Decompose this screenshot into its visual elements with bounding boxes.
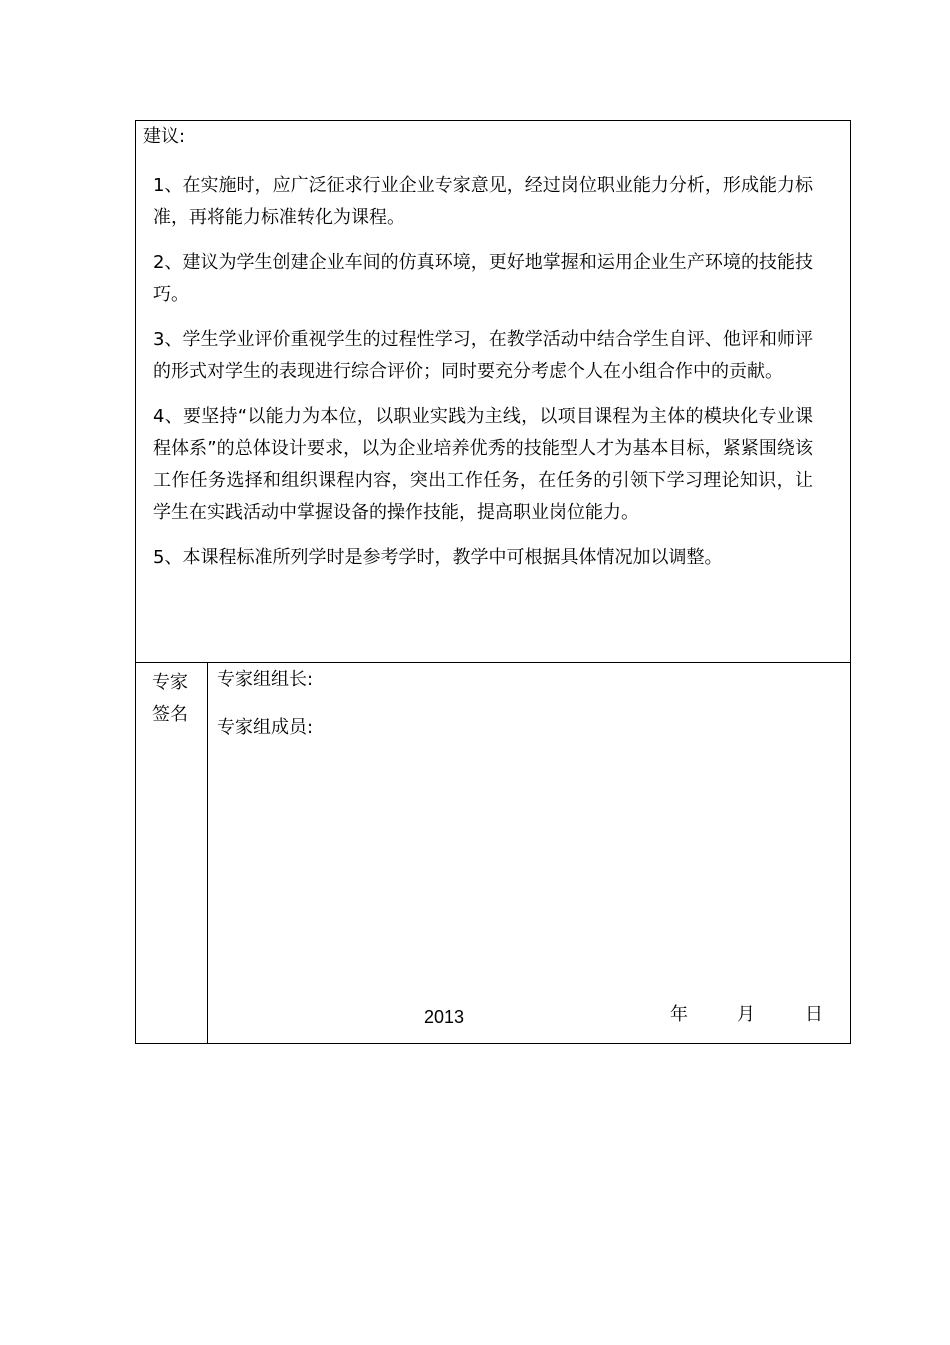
expert-review-table <box>135 120 851 1044</box>
date-month-unit: 月 <box>737 1004 755 1025</box>
signature-label-cell <box>136 663 208 1043</box>
date-year-unit: 年 <box>670 1004 688 1025</box>
suggestion-item: 5、本课程标准所列学时是参考学时，教学中可根据具体情况加以调整。 <box>153 547 723 568</box>
suggestion-item: 3、学生学业评价重视学生的过程性学习，在教学活动中结合学生自评、他评和师评的形式对学生的表现进行综合评价；同时要充分考虑个人在小组合作中的贡献。 <box>153 329 813 382</box>
leader-label: 专家组组长: <box>217 669 314 690</box>
date-day-unit: 日 <box>805 1004 823 1025</box>
suggestions-heading: 建议: <box>143 126 186 147</box>
suggestion-item: 4、要坚持“以能力为本位，以职业实践为主线，以项目课程为主体的模块化专业课程体系”的总体设计要求，以为企业培养优秀的技能型人才为基本目标，紧紧围绕该工作任务选择和组织课程内容，突出工作任务，在任务的引领下学习理论知识，让学生在实践活动中掌握设备的操作技能，提高职业岗位能力。 <box>153 406 813 523</box>
suggestions-list <box>153 170 813 587</box>
members-label: 专家组成员: <box>217 717 314 738</box>
signature-label: 专家签名 <box>152 672 188 725</box>
suggestion-item: 2、建议为学生创建企业车间的仿真环境，更好地掌握和运用企业生产环境的技能技巧。 <box>153 252 813 305</box>
date-year: 2013 <box>424 1007 465 1027</box>
suggestions-section <box>136 121 850 663</box>
signature-section <box>136 663 850 1043</box>
suggestion-item: 1、在实施时，应广泛征求行业企业专家意见，经过岗位职业能力分析，形成能力标准，再将能力标准转化为课程。 <box>153 175 813 228</box>
